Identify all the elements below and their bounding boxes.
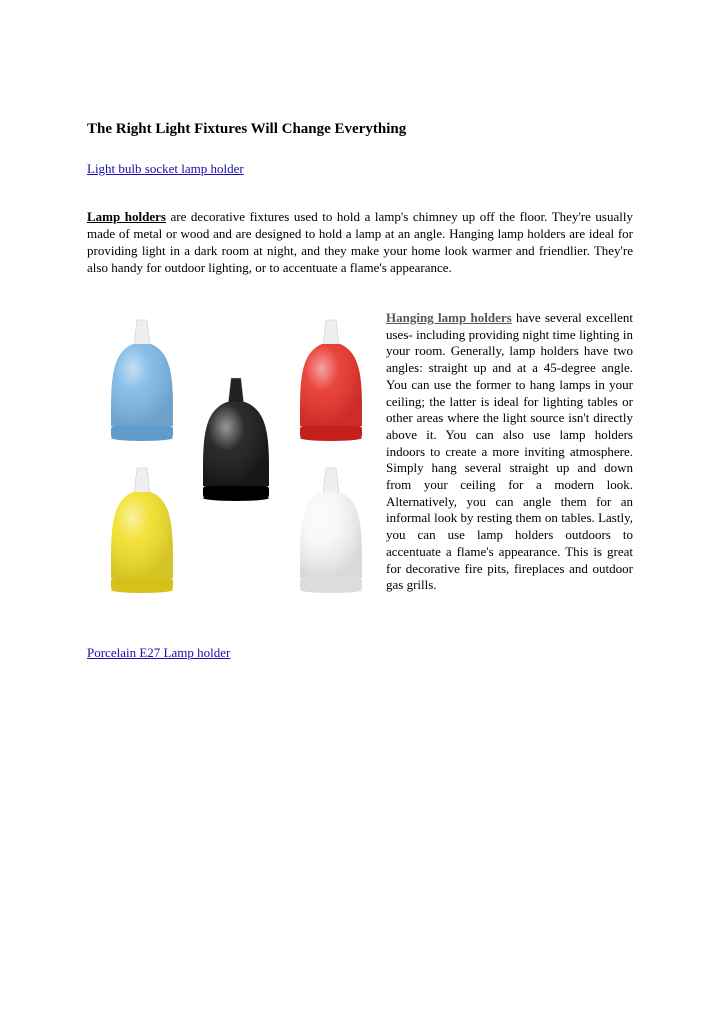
lamp-holders-link[interactable]: Lamp holders <box>87 209 166 224</box>
link-porcelain-e27[interactable]: Porcelain E27 Lamp holder <box>87 645 231 660</box>
link-light-bulb-socket[interactable]: Light bulb socket lamp holder <box>87 161 244 176</box>
lamp-holder-black <box>203 378 269 501</box>
lamp-holder-white <box>300 468 362 593</box>
lamp-holder-yellow <box>111 468 173 593</box>
paragraph-lamp-holders-body: are decorative fixtures used to hold a lamp's chimney up off the floor. They're usually made of metal or wood and are designed to hold a lamp at an angle. Hanging lamp holders are ideal for providing light in a dark room at night, and they make your home look warmer and friendlier. They're also handy for outdoor lighting, or to accentuate a flame's appearance. <box>87 209 633 275</box>
paragraph-lamp-holders <box>87 208 633 276</box>
paragraph-hanging-lamp-holders-body: have several excellent uses- including providing night time lighting in your room. Generally, lamp holders have two angles: straight up and at a 45-degree angle. You can use the former to hang lamps in your ceiling; the latter is ideal for lighting tables or other areas where the light source isn't directly above it. You can also use lamp holders indoors to create a more inviting atmosphere. Simply hang several straight up and down from your ceiling for a modern look. Alternatively, you can angle them for an informal look by resting them on tables. Lastly, you can use lamp holders outdoors to accentuate a flame's appearance. This is great for decorative fire pits, fireplaces and outdoor gas grills. <box>386 310 634 593</box>
hanging-lamp-holders-link[interactable]: Hanging lamp holders <box>386 310 512 325</box>
lamp-holders-product-image <box>90 312 368 604</box>
lamp-holder-red <box>300 320 362 441</box>
lamp-holder-blue <box>111 320 173 441</box>
paragraph-hanging-lamp-holders <box>386 310 633 594</box>
page-title: The Right Light Fixtures Will Change Everything <box>87 121 407 137</box>
